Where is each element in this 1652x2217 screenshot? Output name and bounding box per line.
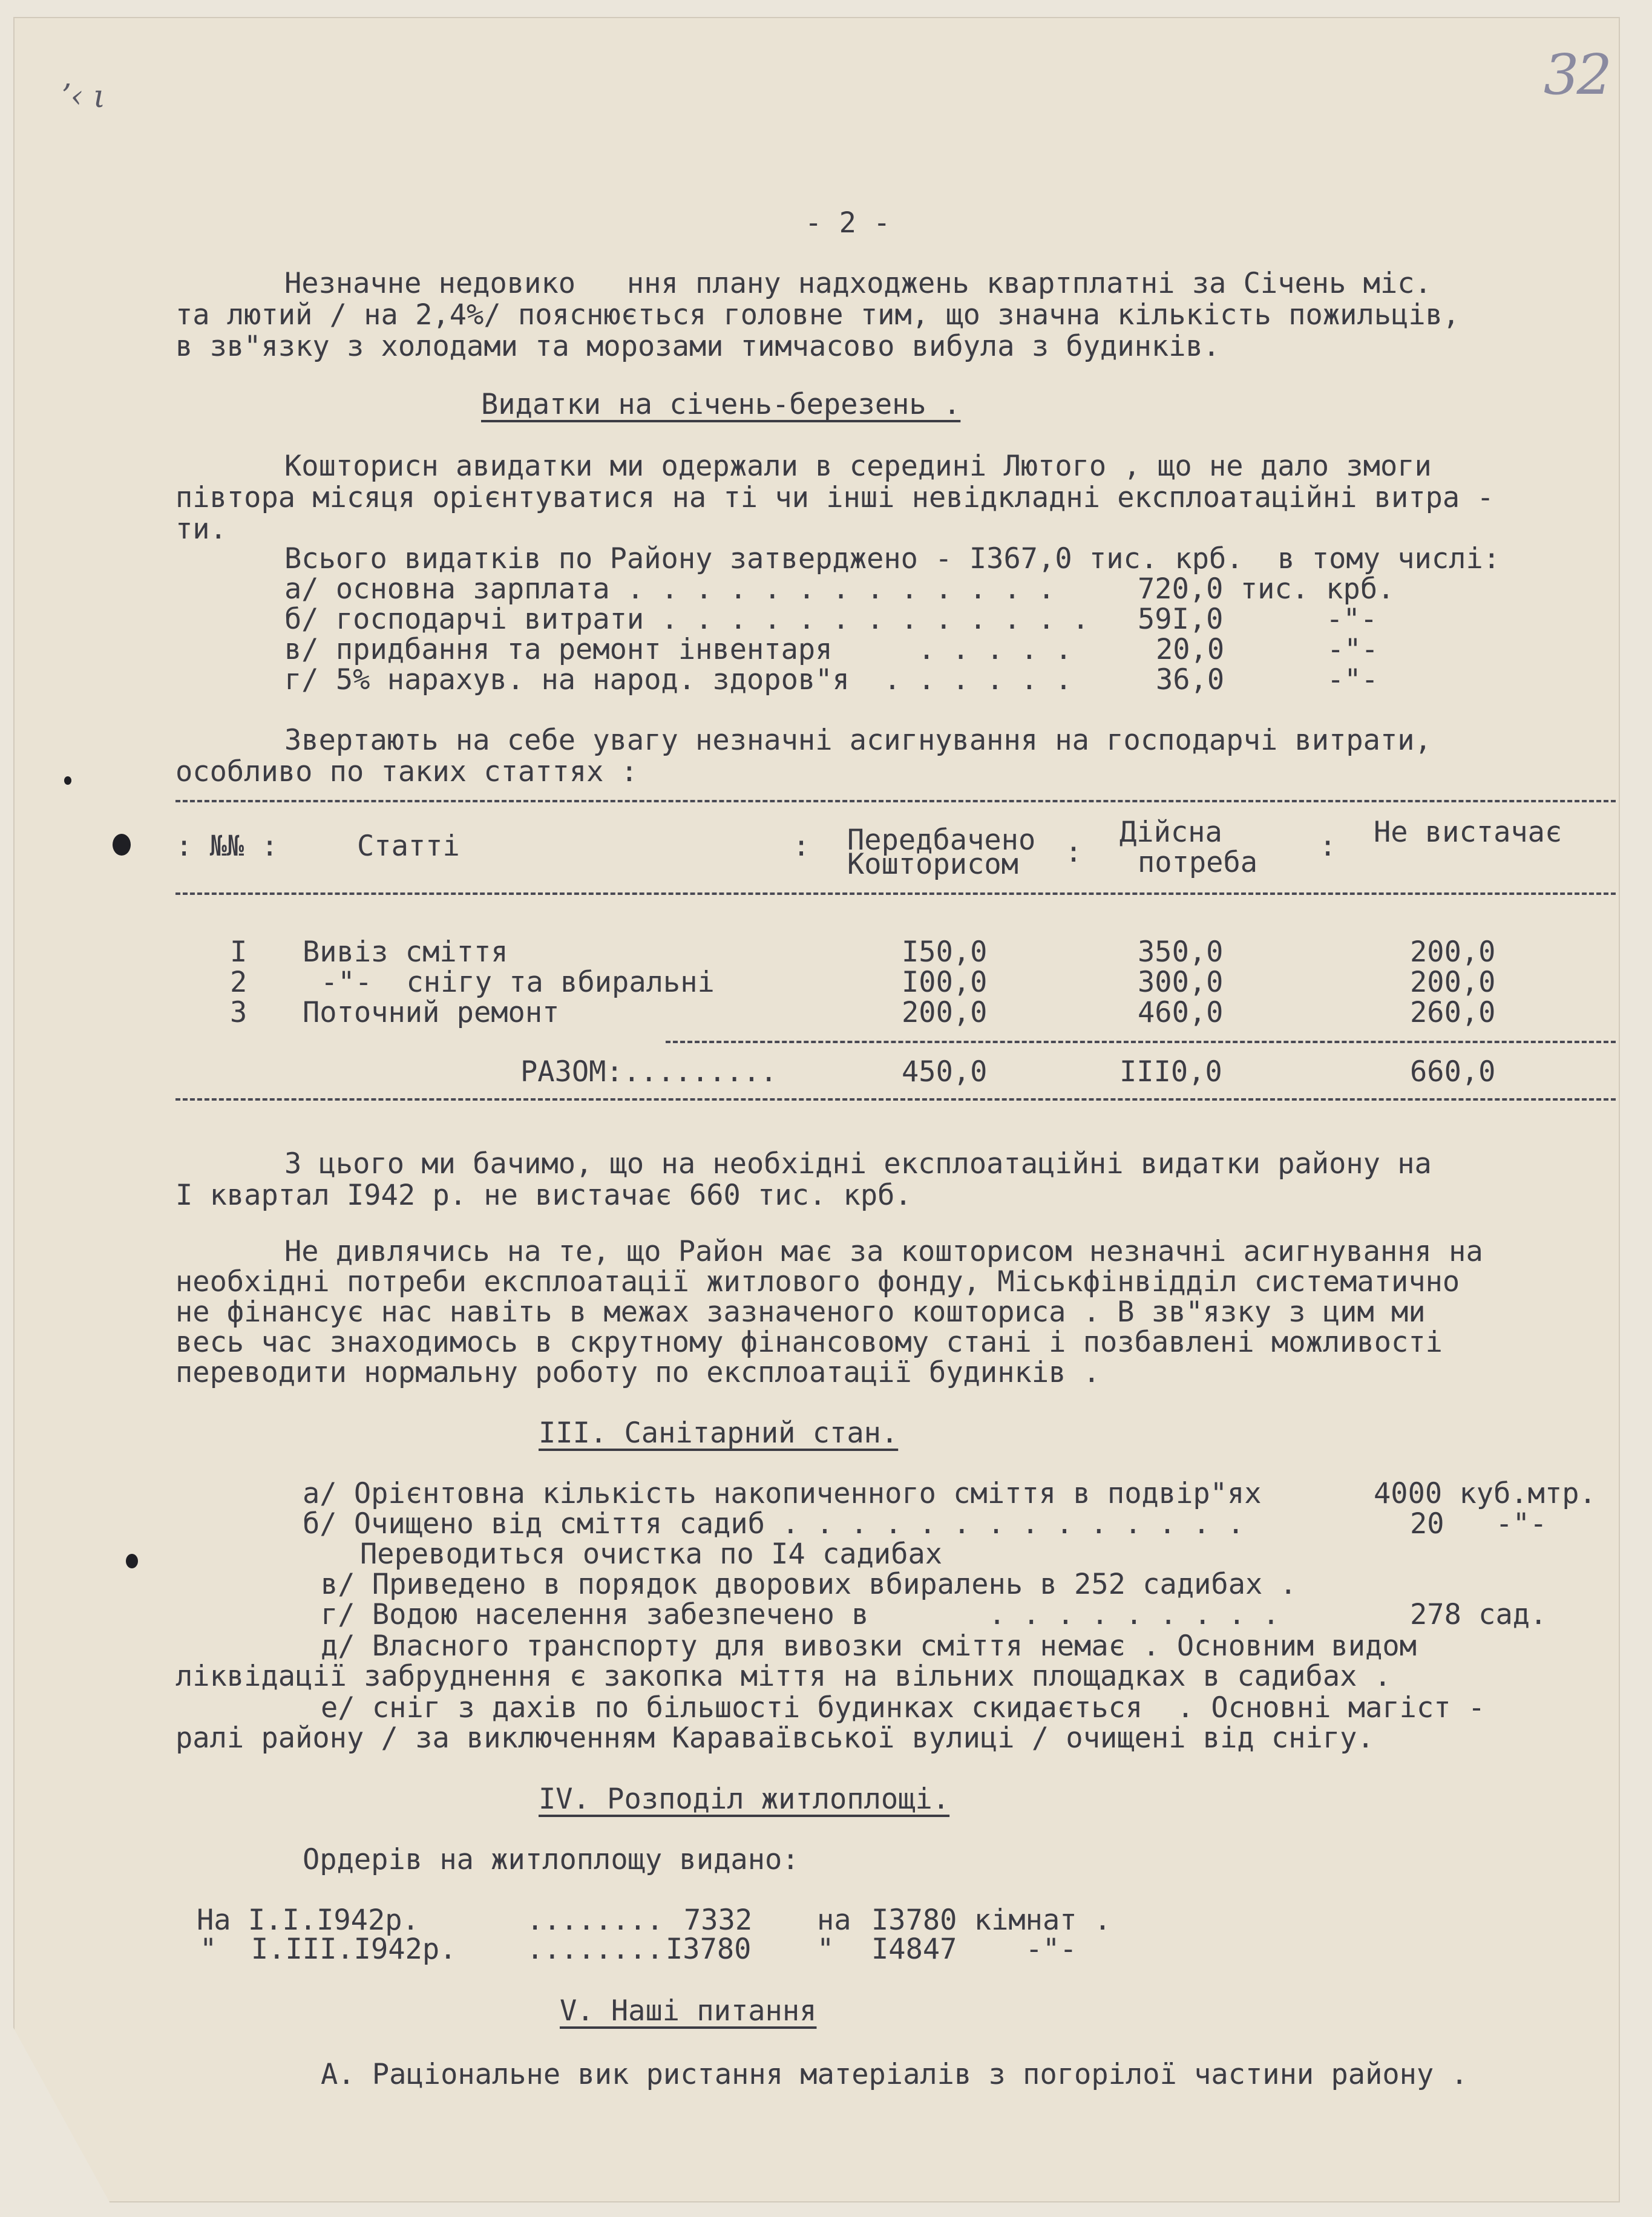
expense-item-amount: 36,0 -"- — [1156, 663, 1378, 696]
housing-row-orders: I3780 — [666, 1933, 752, 1966]
table-row-actual: 300,0 — [1138, 966, 1224, 999]
housing-row-rooms: I3780 кімнат . — [871, 1904, 1112, 1937]
table-row-num: I — [230, 935, 247, 969]
table-row-short: 200,0 — [1410, 966, 1496, 999]
housing-heading: IV. Розподіл житлоплощі. — [539, 1783, 950, 1816]
table-header-actual-1: Дійсна — [1119, 816, 1222, 849]
intro-line-3: в зв"язку з холодами та морозами тимчасово вибула з будинків. — [175, 330, 1221, 363]
table-header-sep: : — [1319, 830, 1337, 863]
sanitary-e-line-1: е/ сніг з дахів по більшості будинках скидається . Основні магіст - — [321, 1691, 1486, 1724]
table-rule-subtotal — [666, 1041, 1616, 1043]
sanitary-b-text: б/ Очищено від сміття садиб . . . . . . . . . . . . . . — [303, 1507, 1245, 1541]
intro-line-1: Незначне недовико ння плану надходжень квартплатні за Січень міс. — [284, 267, 1432, 300]
table-total-actual: III0,0 — [1119, 1055, 1222, 1089]
table-row-planned: 200,0 — [902, 996, 988, 1029]
finance-line-1: Не дивлячись на те, що Район має за кошторисом незначні асигнування на — [284, 1235, 1483, 1268]
table-row-article: Поточний ремонт — [303, 996, 560, 1029]
expenses-heading: Видатки на січень-березень . — [481, 388, 961, 421]
table-header-sep: : — [793, 830, 810, 863]
expenses-total: Всього видатків по Району затверджено - I367,0 тис. крб. в тому числі: — [284, 542, 1501, 575]
table-row-planned: I50,0 — [902, 935, 988, 969]
sanitary-e-line-2: ралі району / за виключенням Караваївської вулиці / очищені від снігу. — [175, 1721, 1374, 1755]
table-row-article: Вивіз сміття — [303, 935, 508, 969]
table-header-num: : №№ : — [175, 830, 278, 863]
table-header-planned-2: Кошторисом — [847, 848, 1018, 881]
housing-row-mid: на — [817, 1904, 851, 1937]
table-row-actual: 350,0 — [1138, 935, 1224, 969]
housing-row-dots: ........ — [526, 1904, 664, 1937]
housing-row-rooms: I4847 -"- — [871, 1933, 1077, 1966]
housing-row-orders: 7332 — [684, 1904, 753, 1937]
table-total-planned: 450,0 — [902, 1055, 988, 1089]
sanitary-heading: III. Санітарний стан. — [539, 1416, 899, 1450]
sanitary-v: в/ Приведено в порядок дворових вбиралень в 252 садибах . — [321, 1568, 1297, 1601]
conclusion-line-2: I квартал I942 р. не вистачає 660 тис. крб. — [175, 1179, 912, 1212]
sanitary-d-line-1: д/ Власного транспорту для вивозки сміття немає . Основним видом — [321, 1629, 1417, 1663]
table-header-actual-2: потреба — [1138, 846, 1258, 879]
housing-row-date: " I.III.I942р. — [200, 1933, 457, 1966]
attention-line-2: особливо по таких статтях : — [175, 755, 638, 788]
table-rule-bottom — [175, 1098, 1616, 1101]
finance-line-2: необхідні потреби експлоатації житлового фонду, Міськфінвідділ систематично — [175, 1265, 1460, 1298]
expense-item-label: в/ придбання та ремонт інвентаря . . . . . — [284, 633, 1072, 666]
table-row-planned: I00,0 — [902, 966, 988, 999]
archive-page-number: 32 — [1543, 42, 1610, 107]
expenses-para-2: півтора місяця орієнтуватися на ті чи інші невідкладні експлоатаційні витра - — [175, 481, 1494, 514]
finance-line-4: весь час знаходимось в скрутному фінансовому стані і позбавлені можливості — [175, 1326, 1443, 1359]
housing-row-dots: ........ — [526, 1933, 664, 1966]
sanitary-g-text: г/ Водою населення забезпечено в . . . . . . . . . — [321, 1598, 1280, 1631]
ink-blot — [64, 776, 71, 785]
pencil-scribble: ʼ‹ ι — [61, 79, 106, 115]
table-header-article: Статті — [357, 830, 460, 863]
expenses-para-3: ти. — [175, 512, 227, 546]
table-rule-top — [175, 800, 1616, 802]
table-row-num: 2 — [230, 966, 247, 999]
conclusion-line-1: З цього ми бачимо, що на необхідні експлоатаційні видатки району на — [284, 1147, 1432, 1181]
finance-line-5: переводити нормальну роботу по експлоатації будинків . — [175, 1356, 1101, 1389]
sanitary-b2: Переводиться очистка по I4 садибах — [360, 1537, 943, 1571]
expense-item-amount: 59I,0 -"- — [1138, 603, 1378, 636]
intro-line-2: та лютий / на 2,4%/ пояснюється головне тим, що значна кількість пожильців, — [175, 298, 1460, 332]
table-header-planned-1: Передбачено — [847, 824, 1036, 857]
page-marker: - 2 - — [805, 206, 891, 240]
sanitary-a-value: 4000 куб.мтр. — [1374, 1477, 1596, 1510]
sanitary-g-value: 278 сад. — [1410, 1598, 1547, 1631]
finance-line-3: не фінансує нас навіть в межах зазначеного кошториса . В зв"язку з цим ми — [175, 1295, 1426, 1329]
sanitary-a-text: а/ Орієнтовна кількість накопиченного сміття в подвір"ях — [303, 1477, 1262, 1510]
table-total-short: 660,0 — [1410, 1055, 1496, 1089]
table-header-sep: : — [1065, 836, 1083, 869]
expense-item-label: а/ основна зарплата . . . . . . . . . . . . . — [284, 572, 1055, 606]
ink-blot — [126, 1554, 138, 1568]
housing-row-date: На I.I.I942р. — [197, 1904, 419, 1937]
table-total-label: РАЗОМ:......... — [520, 1055, 778, 1089]
table-row-article: -"- снігу та вбиральні — [321, 966, 715, 999]
sanitary-b-value: 20 -"- — [1410, 1507, 1547, 1541]
expenses-para-1: Кошторисн авидатки ми одержали в середині Лютого , що не дало змоги — [284, 450, 1432, 483]
sanitary-d-line-2: ліквідації забруднення є закопка міття на вільних площадках в садибах . — [175, 1660, 1392, 1693]
table-rule-header — [175, 892, 1616, 895]
expense-item-label: б/ господарчі витрати . . . . . . . . . . . . . — [284, 603, 1089, 636]
housing-row-mid: " — [817, 1933, 834, 1966]
table-row-short: 200,0 — [1410, 935, 1496, 969]
table-row-short: 260,0 — [1410, 996, 1496, 1029]
ink-blot — [113, 834, 131, 856]
expense-item-label: г/ 5% нарахув. на народ. здоров"я . . . . . . — [284, 663, 1072, 696]
expense-item-amount: 20,0 -"- — [1156, 633, 1378, 666]
issues-a: А. Раціональне вик ристання матеріалів з погорілої частини району . — [321, 2058, 1468, 2091]
housing-intro: Ордерів на житлоплощу видано: — [303, 1843, 799, 1876]
issues-heading: V. Наші питання — [560, 1994, 817, 2028]
table-row-num: 3 — [230, 996, 247, 1029]
table-header-short: Не вистачає — [1374, 816, 1562, 849]
table-row-actual: 460,0 — [1138, 996, 1224, 1029]
attention-line-1: Звертають на себе увагу незначні асигнування на господарчі витрати, — [284, 724, 1432, 757]
expense-item-amount: 720,0 тис. крб. — [1138, 572, 1395, 606]
